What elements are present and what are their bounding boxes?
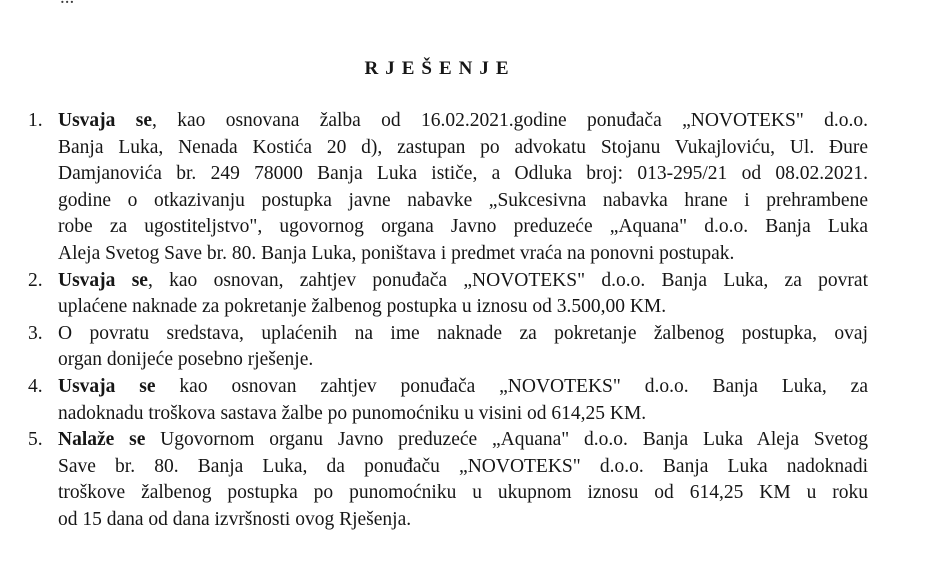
item-line-text: Banja Luka, Nenada Kostića 20 d), zastupan po advokatu Stojanu Vukajloviću, Ul. Đure <box>58 136 868 158</box>
item-lead-phrase: Nalaže se <box>58 429 146 451</box>
cropped-previous-line <box>60 0 620 5</box>
document-title: RJEŠENJE <box>364 58 516 79</box>
item-line-text: Ugovornom organu Javno preduzeće „Aquana" d.o.o. Banja Luka Aleja Svetog <box>145 429 868 451</box>
item-line <box>58 427 868 454</box>
item-text <box>58 374 868 427</box>
item-line-text: , kao osnovan, zahtjev ponuđača „NOVOTEKS" d.o.o. Banja Luka, za povrat <box>147 269 868 291</box>
item-lead-phrase: Usvaja se <box>58 375 156 397</box>
item-line <box>58 214 868 241</box>
item-line-text: organ donijeće posebno rješenje. <box>58 349 314 371</box>
item-line-text: troškove žalbenog postupka po punomoćniku u ukupnom iznosu od 614,25 KM u roku <box>58 482 868 504</box>
item-line <box>58 374 868 401</box>
item-lead-phrase: Usvaja se <box>58 269 148 291</box>
item-line <box>58 108 868 135</box>
item-line <box>58 135 868 162</box>
item-line-text: , kao osnovana žalba od 16.02.2021.godine ponuđača „NOVOTEKS" d.o.o. <box>152 110 868 131</box>
item-line-text: Save br. 80. Banja Luka, da ponuđaču „NOVOTEKS" d.o.o. Banja Luka nadoknadi <box>58 455 868 477</box>
decision-item <box>28 108 868 268</box>
item-line <box>58 454 868 481</box>
item-line <box>58 161 868 188</box>
decision-items-list <box>28 108 868 534</box>
item-line <box>58 347 868 374</box>
item-number: 1. <box>28 110 43 131</box>
item-line-text: Aleja Svetog Save br. 80. Banja Luka, poništava i predmet vraća na ponovni postupak. <box>58 242 735 264</box>
item-line <box>58 480 868 507</box>
item-line-text: nadoknadu troškova sastava žalbe po punomoćniku u visini od 614,25 KM. <box>58 402 647 424</box>
item-line-text: Damjanovića br. 249 78000 Banja Luka ističe, a Odluka broj: 013-295/21 od 08.02.2021. <box>58 163 868 185</box>
item-line <box>58 401 868 428</box>
item-line <box>58 507 868 534</box>
item-text <box>58 108 868 268</box>
item-line-text: godine o otkazivanju postupka javne nabavke „Sukcesivna nabavka hrane i prehrambene <box>58 189 868 211</box>
item-line-text: robe za ugostiteljstvo", ugovornog organa Javno preduzeće „Aquana" d.o.o. Banja Luka <box>58 216 868 238</box>
item-line <box>58 294 868 321</box>
item-lead-phrase: Usvaja se <box>58 110 152 131</box>
item-line-text: O povratu sredstava, uplaćenih na ime naknade za pokretanje žalbenog postupka, ovaj <box>58 322 868 344</box>
item-line <box>58 268 868 295</box>
item-text <box>58 321 868 374</box>
decision-item <box>28 374 868 427</box>
item-line-text: kao osnovan zahtjev ponuđača „NOVOTEKS" d.o.o. Banja Luka, za <box>155 375 868 397</box>
item-number: 2. <box>28 269 43 291</box>
item-line-text: uplaćene naknade za pokretanje žalbenog postupka u iznosu od 3.500,00 KM. <box>58 296 667 318</box>
item-line <box>58 321 868 348</box>
item-line <box>58 241 868 268</box>
item-number: 3. <box>28 322 43 344</box>
item-line-text: od 15 dana od dana izvršnosti ovog Rješenja. <box>58 508 412 530</box>
decision-item <box>28 427 868 533</box>
item-number: 5. <box>28 429 43 451</box>
item-number: 4. <box>28 375 43 397</box>
decision-item <box>28 321 868 374</box>
item-text <box>58 427 868 533</box>
item-text <box>58 268 868 321</box>
item-line <box>58 188 868 215</box>
decision-item <box>28 268 868 321</box>
